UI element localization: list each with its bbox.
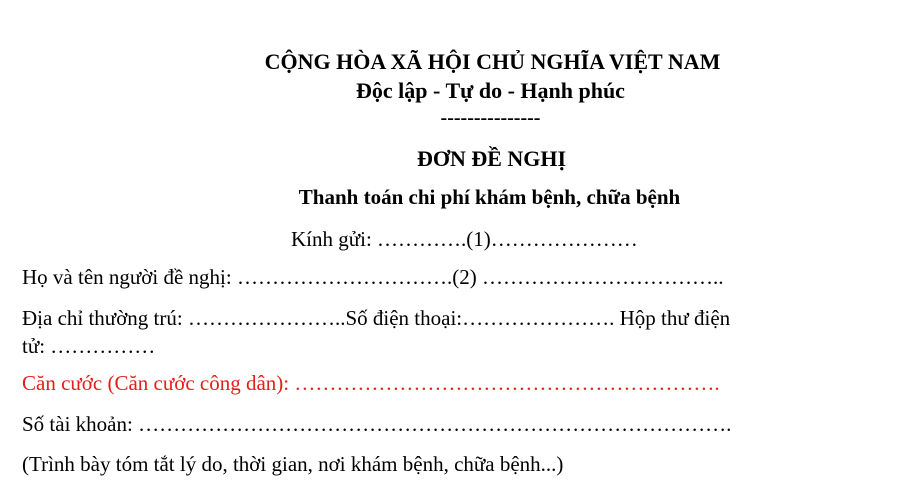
header-separator: --------------- bbox=[440, 107, 541, 129]
email-field-continued: tử: …………… bbox=[22, 334, 156, 358]
document-subtitle: Thanh toán chi phí khám bệnh, chữa bệnh bbox=[298, 185, 681, 209]
recipient-line: Kính gửi: ………….(1)………………… bbox=[291, 227, 638, 251]
bank-account-field: Số tài khoản: …………………………………………………………………………. bbox=[22, 412, 732, 436]
reason-note: (Trình bày tóm tắt lý do, thời gian, nơi khám bệnh, chữa bệnh...) bbox=[22, 452, 564, 476]
address-phone-email-field: Địa chỉ thường trú: …………………..Số điện thoại:…………………. Hộp thư điện bbox=[22, 306, 731, 330]
document-title: ĐƠN ĐỀ NGHỊ bbox=[416, 146, 567, 171]
national-motto: Độc lập - Tự do - Hạnh phúc bbox=[356, 78, 625, 103]
country-name: CỘNG HÒA XÃ HỘI CHỦ NGHĨA VIỆT NAM bbox=[264, 49, 721, 74]
citizen-id-field: Căn cước (Căn cước công dân): ……………………………………………………. bbox=[22, 371, 720, 395]
full-name-field: Họ và tên người đề nghị: ………………………….(2) …………………………….. bbox=[22, 265, 724, 289]
